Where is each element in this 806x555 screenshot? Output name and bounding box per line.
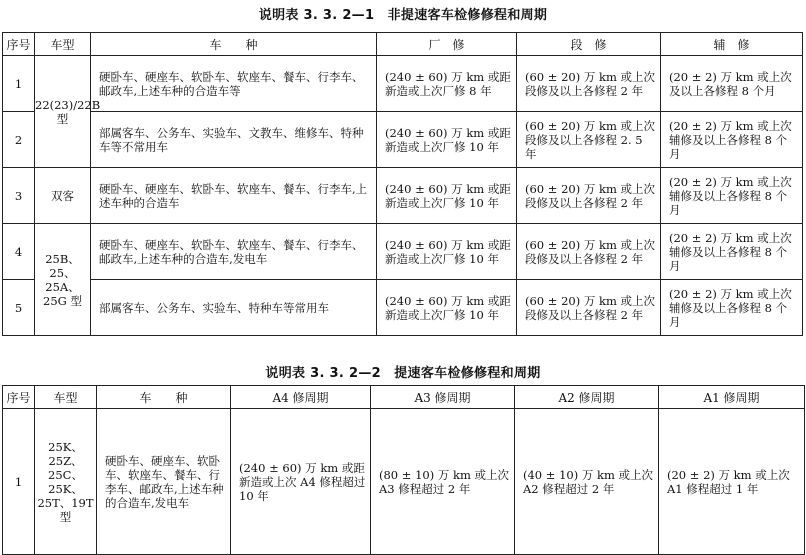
table-row bbox=[3, 112, 803, 168]
row-kinds: 硬卧车、硬座车、软卧车、软座车、餐车、行李车、邮政车,上述车种的合造车,发电车 bbox=[91, 224, 377, 280]
header-a2: A2 修周期 bbox=[515, 386, 659, 409]
row-kinds: 部属客车、公务车、实验车、文教车、维修车、特种车等不常用车 bbox=[91, 112, 377, 168]
header-aux-repair: 辅 修 bbox=[661, 33, 803, 56]
row-aux: (20 ± 2) 万 km 或上次辅修及以上各修程 8 个月 bbox=[661, 112, 803, 168]
row-no: 5 bbox=[3, 280, 35, 336]
row-a2: (40 ± 10) 万 km 或上次 A2 修程超过 2 年 bbox=[515, 409, 659, 555]
header-a4: A4 修周期 bbox=[231, 386, 371, 409]
header-factory-repair: 厂 修 bbox=[377, 33, 517, 56]
row-section: (60 ± 20) 万 km 或上次段修及以上各修程 2 年 bbox=[517, 280, 661, 336]
row-factory: (240 ± 60) 万 km 或距新造或上次厂修 10 年 bbox=[377, 280, 517, 336]
header-a3: A3 修周期 bbox=[371, 386, 515, 409]
row-no: 3 bbox=[3, 168, 35, 224]
table-row bbox=[3, 168, 803, 224]
row-model: 22(23)/22B 型 bbox=[35, 56, 91, 168]
row-kinds: 硬卧车、硬座车、软卧车、软座车、餐车、行李车、邮政车,上述车种的合造车等 bbox=[91, 56, 377, 112]
header-no: 序号 bbox=[3, 33, 35, 56]
table1-title: 说明表 3. 3. 2—1 非提速客车检修修程和周期 bbox=[258, 8, 548, 23]
row-aux: (20 ± 2) 万 km 或上次辅修及以上各修程 8 个月 bbox=[661, 280, 803, 336]
row-a4: (240 ± 60) 万 km 或距新造或上次 A4 修程超过 10 年 bbox=[231, 409, 371, 555]
header-section-repair: 段 修 bbox=[517, 33, 661, 56]
row-section: (60 ± 20) 万 km 或上次段修及以上各修程 2 年 bbox=[517, 56, 661, 112]
header-no: 序号 bbox=[3, 386, 35, 409]
row-no: 1 bbox=[3, 409, 35, 555]
table-header-row bbox=[3, 386, 805, 409]
row-kinds: 硬卧车、硬座车、软卧车、软座车、餐车、行李车、邮政车,上述车种的合造车,发电车 bbox=[97, 409, 231, 555]
row-a1: (20 ± 2) 万 km 或上次 A1 修程超过 1 年 bbox=[659, 409, 805, 555]
table2-title: 说明表 3. 3. 2—2 提速客车检修修程和周期 bbox=[265, 366, 541, 381]
row-section: (60 ± 20) 万 km 或上次段修及以上各修程 2. 5 年 bbox=[517, 112, 661, 168]
row-model: 双客 bbox=[35, 168, 91, 224]
non-speedup-maintenance-table bbox=[2, 32, 803, 336]
table-row bbox=[3, 409, 805, 555]
row-a3: (80 ± 10) 万 km 或上次 A3 修程超过 2 年 bbox=[371, 409, 515, 555]
row-factory: (240 ± 60) 万 km 或距新造或上次厂修 10 年 bbox=[377, 168, 517, 224]
header-kinds: 车 种 bbox=[97, 386, 231, 409]
table-header-row bbox=[3, 33, 803, 56]
header-kinds: 车 种 bbox=[91, 33, 377, 56]
row-no: 4 bbox=[3, 224, 35, 280]
row-aux: (20 ± 2) 万 km 或上次及以上各修程 8 个月 bbox=[661, 56, 803, 112]
table-row bbox=[3, 224, 803, 280]
row-no: 1 bbox=[3, 56, 35, 112]
row-aux: (20 ± 2) 万 km 或上次辅修及以上各修程 8 个月 bbox=[661, 168, 803, 224]
header-model: 车型 bbox=[35, 386, 97, 409]
row-factory: (240 ± 60) 万 km 或距新造或上次厂修 10 年 bbox=[377, 224, 517, 280]
row-section: (60 ± 20) 万 km 或上次段修及以上各修程 2 年 bbox=[517, 224, 661, 280]
row-model: 25B、25、25A、25G 型 bbox=[35, 224, 91, 336]
row-kinds: 硬卧车、硬座车、软卧车、软座车、餐车、行李车,上述车种的合造车 bbox=[91, 168, 377, 224]
header-a1: A1 修周期 bbox=[659, 386, 805, 409]
table-row bbox=[3, 280, 803, 336]
table-row bbox=[3, 56, 803, 112]
row-section: (60 ± 20) 万 km 或上次段修及以上各修程 2 年 bbox=[517, 168, 661, 224]
row-kinds: 部属客车、公务车、实验车、特种车等常用车 bbox=[91, 280, 377, 336]
row-factory: (240 ± 60) 万 km 或距新造或上次厂修 10 年 bbox=[377, 112, 517, 168]
row-factory: (240 ± 60) 万 km 或距新造或上次厂修 8 年 bbox=[377, 56, 517, 112]
row-aux: (20 ± 2) 万 km 或上次辅修及以上各修程 8 个月 bbox=[661, 224, 803, 280]
speedup-maintenance-table bbox=[2, 385, 805, 555]
row-model: 25K、25Z、25C、25K、25T、19T 型 bbox=[35, 409, 97, 555]
header-model: 车型 bbox=[35, 33, 91, 56]
row-no: 2 bbox=[3, 112, 35, 168]
